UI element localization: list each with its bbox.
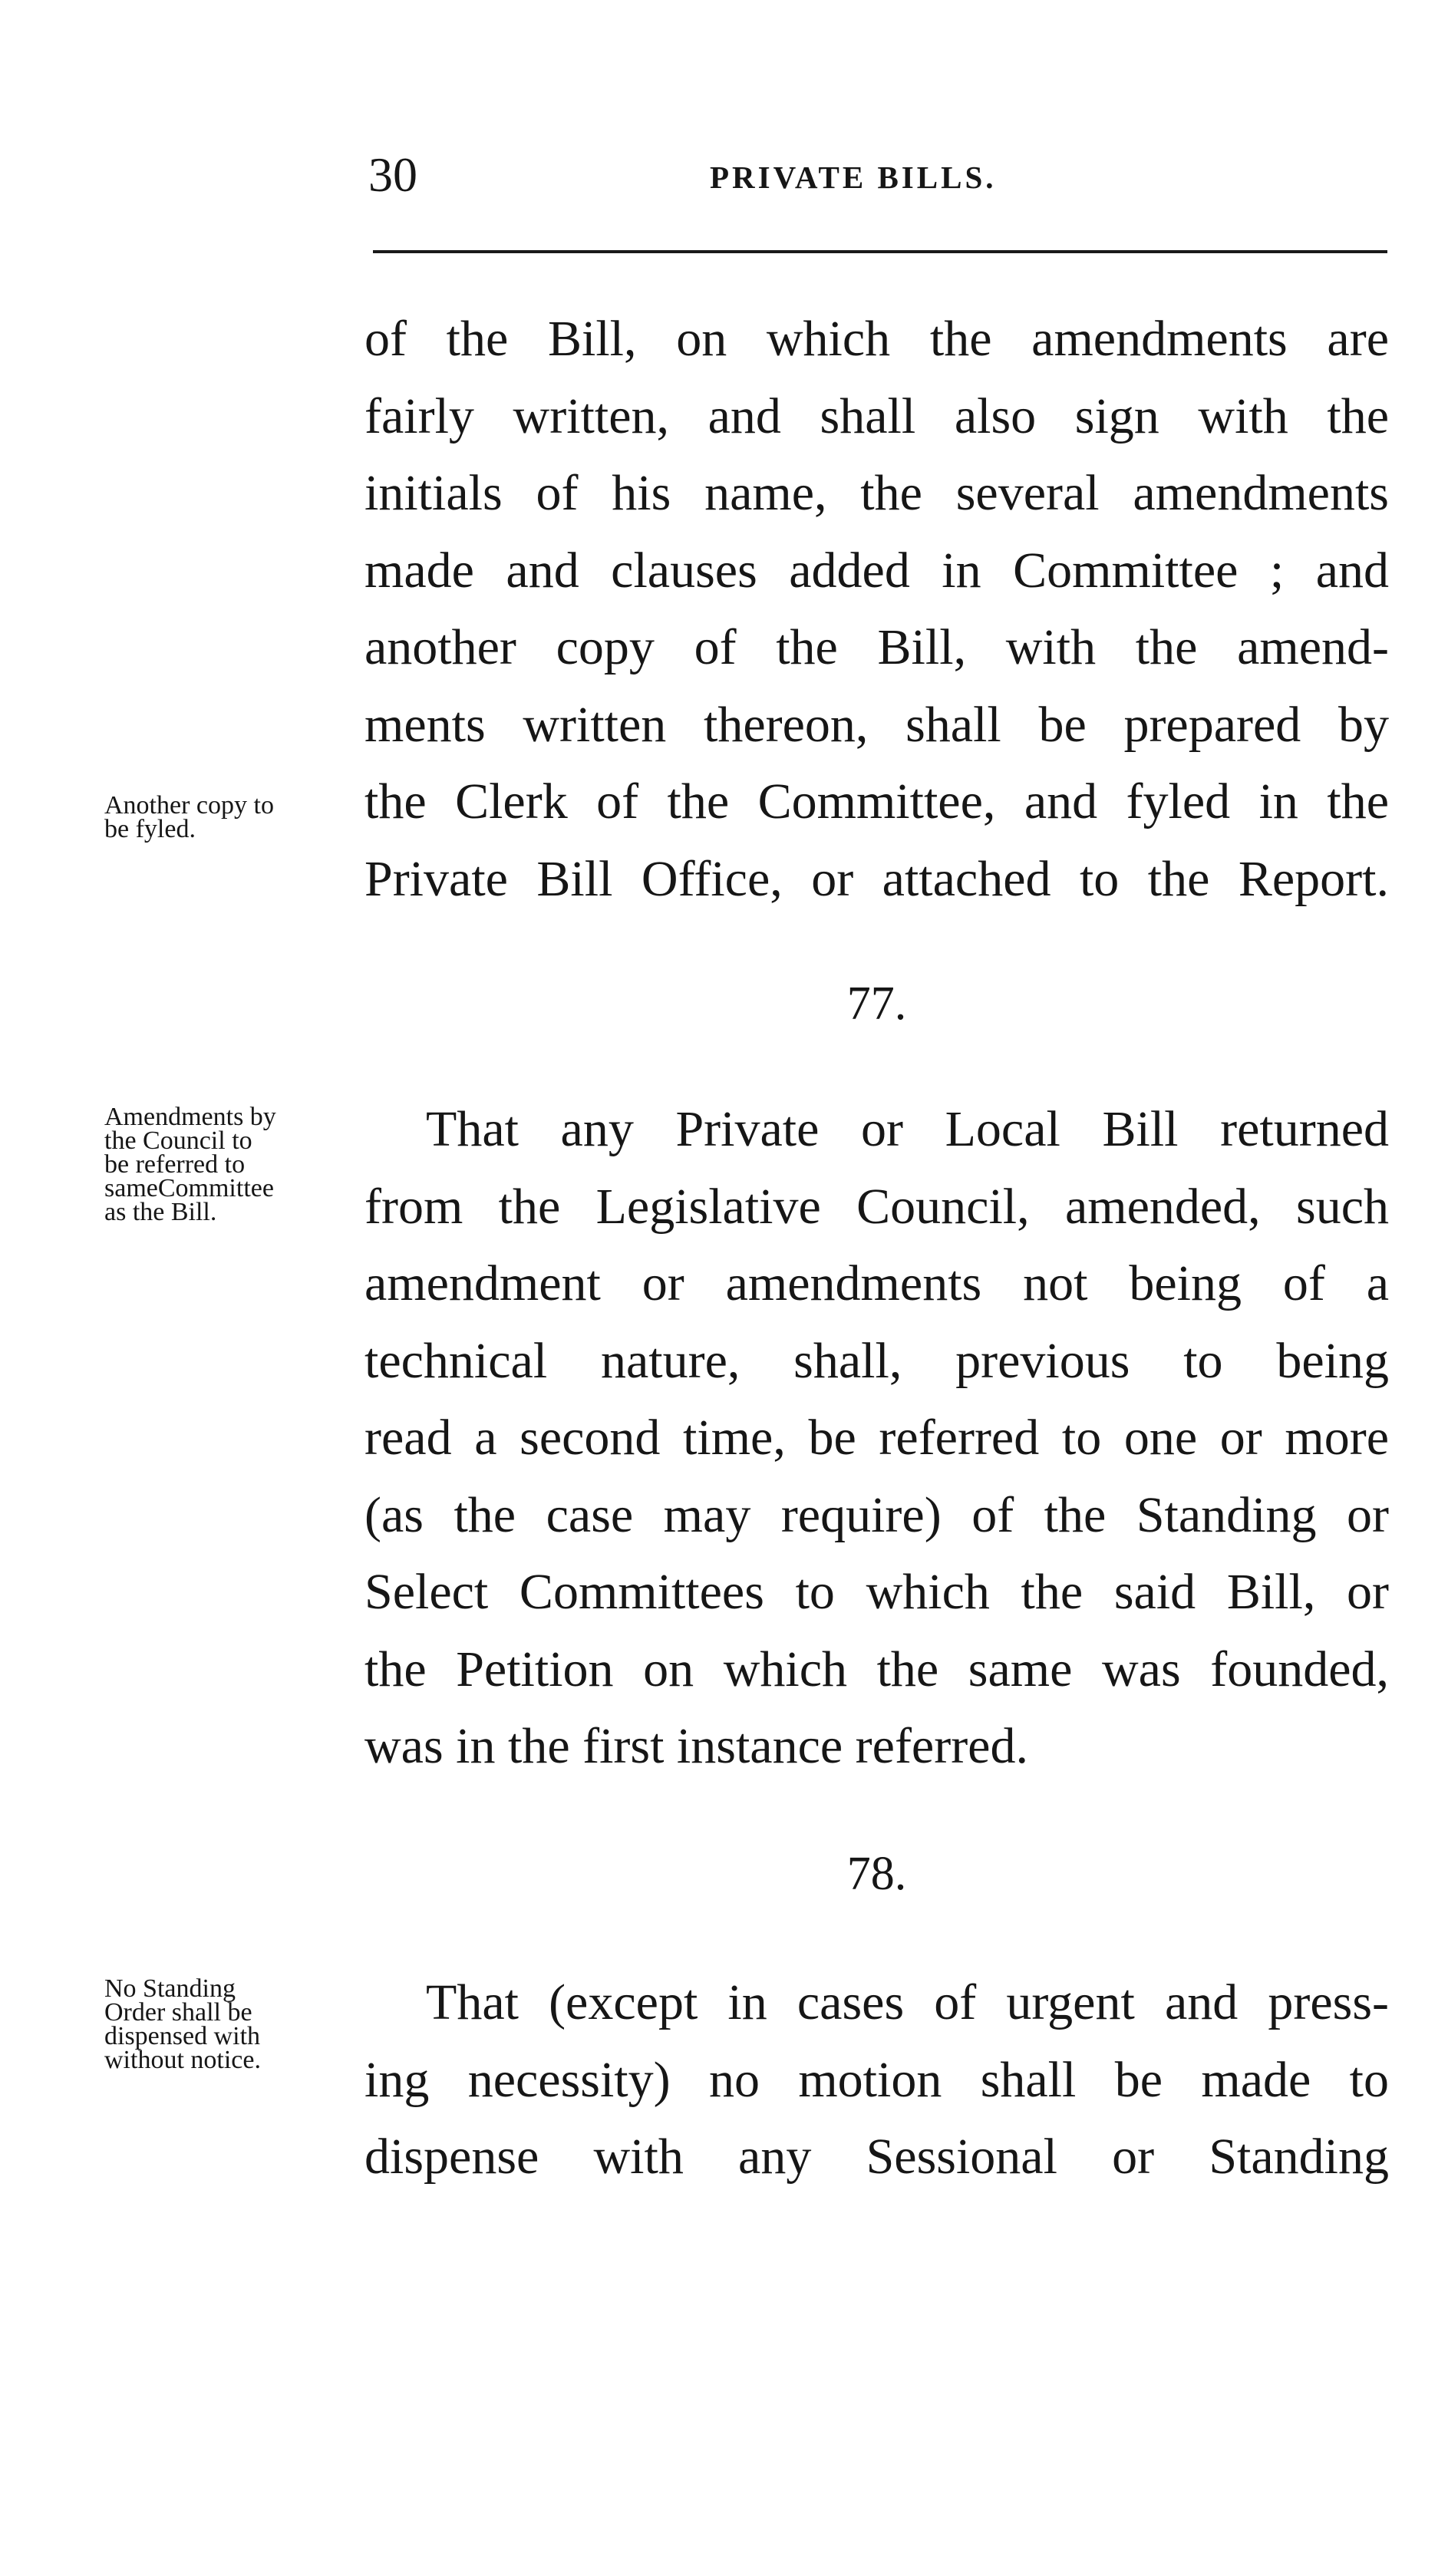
text-line: That any Private or Local Bill returned [426,1101,1389,1157]
text-line: Private Bill Office, or attached to the Report. [364,850,1389,907]
section-78-paragraph [364,1964,1389,2196]
side-note-line: No Standing [104,1974,236,2003]
text-line: of the Bill, on which the amendments are [364,311,1389,367]
text-line: the Petition on which the same was founded, [364,1641,1389,1697]
text-line: technical nature, shall, previous to being [364,1332,1389,1389]
side-note-line: without notice. [104,2046,261,2074]
text-line: another copy of the Bill, with the amend- [364,619,1389,675]
side-note-line: be fyled. [104,815,196,843]
text-line: That (except in cases of urgent and press- [426,1974,1389,2030]
header-rule [373,250,1387,253]
side-note-line: Amendments by [104,1103,276,1131]
text-line: made and clauses added in Committee ; and [364,542,1389,599]
section-number-77: 77. [846,978,907,1030]
side-note-line: dispensed with [104,2022,261,2050]
section-77-paragraph [364,1091,1389,1786]
text-line: from the Legislative Council, amended, such [364,1178,1389,1235]
side-note-line: Another copy to [104,791,274,820]
text-line: read a second time, be referred to one or more [364,1410,1389,1466]
continuation-paragraph [364,301,1389,918]
text-line: initials of his name, the several amendments [364,465,1389,521]
side-note-line: the Council to [104,1126,252,1155]
text-line: the Clerk of the Committee, and fyled in the [364,773,1389,830]
running-head [368,144,1389,206]
text-line: Select Committees to which the said Bill, or [364,1564,1389,1620]
page-number: 30 [368,147,417,202]
side-note-line: be referred to [104,1150,246,1179]
running-title: PRIVATE BILLS. [710,160,997,195]
side-note-another-copy [104,793,369,841]
text-line: (as the case may require) of the Standing or [364,1486,1389,1543]
text-line: amendment or amendments not being of a [364,1255,1389,1311]
text-line: ing necessity) no motion shall be made to [364,2051,1389,2108]
section-number-78: 78. [846,1848,907,1900]
side-note-line: as the Bill. [104,1198,217,1226]
side-note-amendments [104,1105,369,1224]
side-note-line: sameCommittee [104,1174,274,1202]
text-line: fairly written, and shall also sign with the [364,388,1389,444]
side-note-line: Order shall be [104,1998,252,2027]
text-line: dispense with any Sessional or Standing [364,2129,1389,2185]
side-note-no-standing-order [104,1974,369,2074]
text-line: ments written thereon, shall be prepared by [364,696,1389,753]
text-line: was in the first instance referred. [364,1718,1028,1774]
